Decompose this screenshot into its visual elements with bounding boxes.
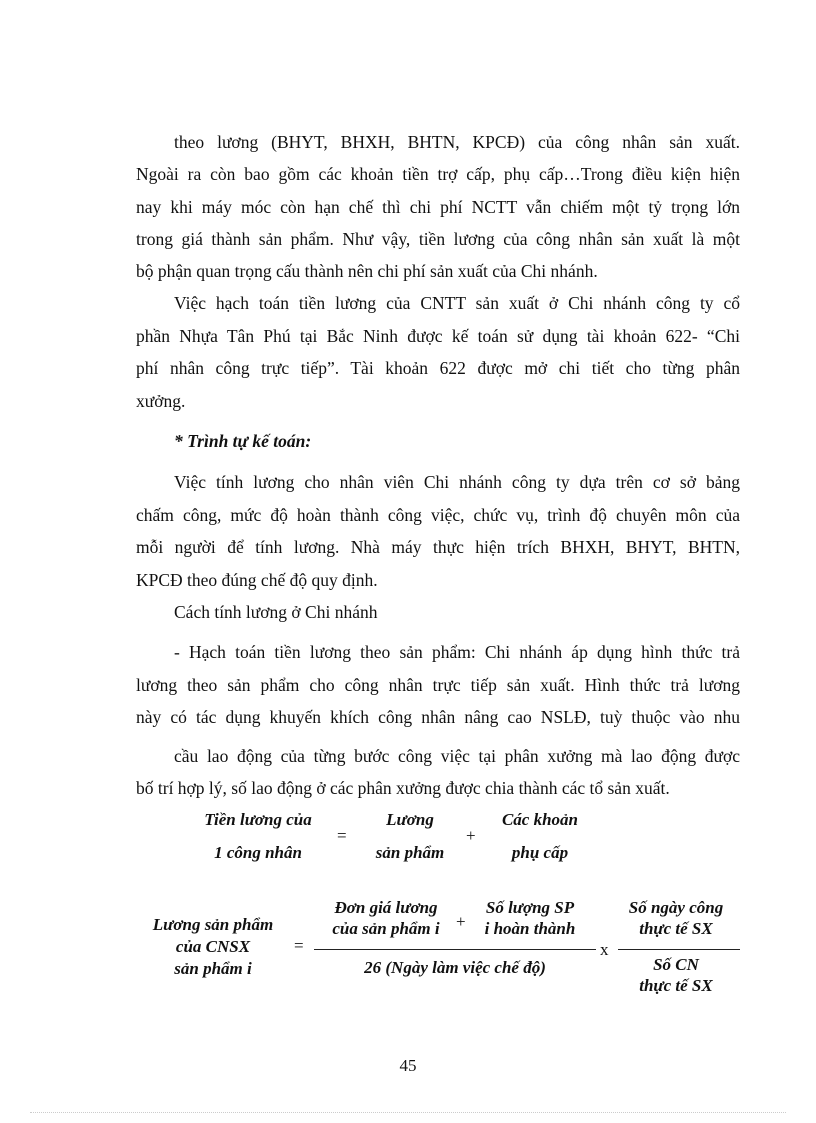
formula2-equals: = <box>294 936 304 955</box>
formula2-right-fraction-bar <box>618 949 740 950</box>
text-line: này có tác dụng khuyến khích công nhân nâng cao NSLĐ, tuỳ thuộc vào nhu <box>136 707 740 727</box>
text-line: mỗi người để tính lương. Nhà máy thực hiện trích BHXH, BHYT, BHTN, <box>136 537 740 557</box>
text-line: - Hạch toán tiền lương theo sản phẩm: Chi nhánh áp dụng hình thức trả <box>174 642 740 662</box>
text-line: nay khi máy móc còn hạn chế thì chi phí NCTT vẫn chiếm một tỷ trọng lớn <box>136 197 740 217</box>
formula1-term1-line1: Lương <box>386 810 434 829</box>
page-border <box>30 1112 786 1113</box>
text-line: KPCĐ theo đúng chế độ quy định. <box>136 570 378 590</box>
text-line: xưởng. <box>136 391 186 411</box>
text-line: phần Nhựa Tân Phú tại Bắc Ninh được kế toán sử dụng tài khoản 622- “Chi <box>136 326 740 346</box>
formula2-num-b-line2: i hoàn thành <box>484 919 576 938</box>
formula2-denominator: 26 (Ngày làm việc chế độ) <box>364 958 546 977</box>
text-line: lương theo sản phẩm cho công nhân trực tiếp sản xuất. Hình thức trả lương <box>136 675 740 695</box>
text-line: bộ phận quan trọng cấu thành nên chi phí sản xuất của Chi nhánh. <box>136 261 598 281</box>
formula2-plus: + <box>456 912 466 931</box>
formula1-plus: + <box>466 826 476 845</box>
formula2-right-num-line2: thực tế SX <box>639 919 713 938</box>
formula2-right-num-line1: Số ngày công <box>628 898 724 917</box>
text-line: chấm công, mức độ hoàn thành công việc, chức vụ, trình độ chuyên môn của <box>136 505 740 525</box>
formula2-num-a-line1: Đơn giá lương <box>334 898 438 917</box>
formula2-lhs-line3: sản phẩm i <box>174 959 252 978</box>
formula1-lhs-line2: 1 công nhân <box>214 843 302 862</box>
text-line: Việc hạch toán tiền lương của CNTT sản xuất ở Chi nhánh công ty cổ <box>174 293 740 313</box>
text-line: theo lương (BHYT, BHXH, BHTN, KPCĐ) của công nhân sản xuất. <box>174 132 740 152</box>
text-line: trong giá thành sản phẩm. Như vậy, tiền lương của công nhân sản xuất là một <box>136 229 740 249</box>
formula1-lhs-line1: Tiền lương của <box>204 810 312 829</box>
text-line: bố trí hợp lý, số lao động ở các phân xưởng được chia thành các tổ sản xuất. <box>136 778 670 798</box>
formula1-term2-line2: phụ cấp <box>511 843 569 862</box>
formula1-term1-line2: sản phẩm <box>375 843 445 862</box>
formula2-lhs-line2: của CNSX <box>175 937 251 956</box>
formula2-times: x <box>600 940 609 959</box>
formula2-lhs-line1: Lương sản phẩm <box>152 915 274 934</box>
page-number: 45 <box>399 1056 417 1075</box>
text-line: Cách tính lương ở Chi nhánh <box>174 602 378 622</box>
text-line: Ngoài ra còn bao gồm các khoản tiền trợ cấp, phụ cấp…Trong điều kiện hiện <box>136 164 740 184</box>
formula2-fraction-bar <box>314 949 596 950</box>
formula1-equals: = <box>337 826 347 845</box>
formula2-num-b-line1: Số lượng SP <box>485 898 575 917</box>
formula1-term2-line1: Các khoản <box>501 810 579 829</box>
section-heading: * Trình tự kế toán: <box>174 431 312 451</box>
formula2-right-den-line1: Số CN <box>653 955 699 974</box>
text-line: Việc tính lương cho nhân viên Chi nhánh công ty dựa trên cơ sở bảng <box>174 472 740 492</box>
formula2-num-a-line2: của sản phẩm i <box>332 919 440 938</box>
text-line: cầu lao động của từng bước công việc tại phân xưởng mà lao động được <box>174 746 740 766</box>
formula2-right-den-line2: thực tế SX <box>639 976 713 995</box>
text-line: phí nhân công trực tiếp”. Tài khoản 622 được mở chi tiết cho từng phân <box>136 358 740 378</box>
